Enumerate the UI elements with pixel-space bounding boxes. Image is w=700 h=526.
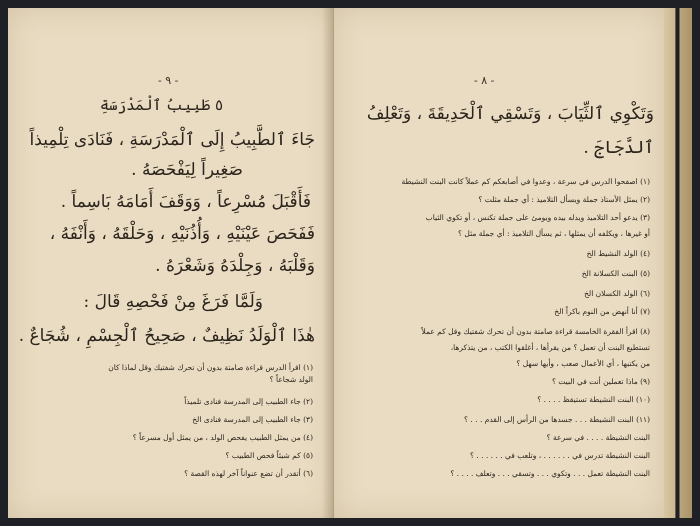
right-page-number: - ٨ - xyxy=(474,74,495,87)
left-exercise-4: (٤) من يمثل الطبيب يفحص الولد ، من يمثل أول مسرعاً ؟ xyxy=(132,433,313,442)
right-exercise-9: (٩) ماذا تعملين أنت في البيت ؟ xyxy=(551,377,650,386)
right-exercise-4: (٤) الولد النشيط الخ xyxy=(586,249,650,258)
left-exercise-3: (٣) جاء الطبيب إلى المدرسة فنادى الخ xyxy=(192,415,313,424)
right-page xyxy=(334,8,664,518)
right-exercise-11d: البنت النشيطة تعمل . . . وتكوي . . . وتسقي . . . وتعلف . . . . ؟ xyxy=(450,469,650,478)
left-exercise-2: (٢) جاء الطبيب إلى المدرسة فنادى تلميذاً xyxy=(184,397,313,406)
book-page-edges xyxy=(664,8,692,518)
right-text-line-1: وَتَكْوِي ٱلثِّيَابَ ، وَتَسْقِي ٱلْحَدِيقَةَ ، وَتَعْلِفُ xyxy=(366,104,654,124)
right-exercise-6: (٦) الولد الكسلان الخ xyxy=(584,289,650,298)
right-exercise-11: (١١) البنت النشيطة . . . جسدها من الرأس إلى القدم . . . ؟ xyxy=(464,415,650,424)
left-text-line-5: وَقَلْبَهُ ، وَجِلْدَهُ وَشَعْرَهُ . xyxy=(155,256,315,276)
left-text-line-6: وَلَمَّا فَرَغَ مِنْ فَحْصِهِ قَالَ : xyxy=(83,292,263,312)
right-exercise-11b: البنت النشيطة . . . . في سرعة ؟ xyxy=(546,433,650,442)
left-exercise-5: (٥) كم شيئاً فحص الطبيب ؟ xyxy=(225,451,313,460)
lesson-title: ٥ طَبِيبُ ٱلْمَدْرَسَةِ xyxy=(99,96,223,114)
right-exercise-11c: البنت النشيطة تدرس في . . . . . . ، وتلعب في . . . . . . ؟ xyxy=(470,451,650,460)
left-text-line-7: هٰذَا ٱلْوَلَدُ نَظِيفٌ ، صَحِيحُ ٱلْجِسْمِ ، شُجَاعٌ . xyxy=(18,326,315,346)
left-text-line-3: فَأَقْبَلَ مُسْرِعاً ، وَوَقَفَ أَمَامَهُ بَاسِماً . xyxy=(60,192,311,212)
left-exercise-1b: الولد شجاعاً ؟ xyxy=(269,375,313,384)
right-exercise-3: (٣) يدعو أحد التلاميذ ويدله بيده ويومئ على جملة تكنس ، أو تكوي الثياب xyxy=(425,213,650,222)
right-exercise-1: (١) اصفحوا الدرس في سرعة ، وعدوا في أصابعكم كم عملاً كانت البنت النشيطة xyxy=(401,177,650,186)
left-page xyxy=(8,8,334,518)
left-exercise-6: (٦) أتقدر أن تضع عنواناً آخر لهذه القصة ؟ xyxy=(184,469,313,478)
right-text-line-2: ٱلدَّجَاجَ . xyxy=(583,138,654,158)
left-page-number: - ٩ - xyxy=(158,74,179,87)
left-text-line-2: صَغِيراً لِيَفْحَصَهُ . xyxy=(131,160,243,180)
right-exercise-5: (٥) البنت الكسلانة الخ xyxy=(581,269,650,278)
left-text-line-1: جَاءَ ٱلطَّبِيبُ إِلَى ٱلْمَدْرَسَةِ ، فَنَادَى تِلْمِيذاً xyxy=(29,130,315,150)
right-exercise-7: (٧) أنا أنهض من النوم باكراً الخ xyxy=(554,307,650,316)
right-exercise-8b: تستطيع البنت أن تعمل ؟ من يقرأها ، أغلقوا الكتب ، من يتذكرها، xyxy=(450,343,650,352)
left-text-line-4: فَفَحَصَ عَيْنَيْهِ ، وَأُذُنَيْهِ ، وَحَلْقَهُ ، وَأَنْفَهُ ، xyxy=(49,224,315,244)
right-exercise-8c: من يكتبها ، أي الأعمال صعب ، وأيها سهل ؟ xyxy=(516,359,650,368)
left-exercise-1: (١) اقرأ الدرس قراءة صامتة بدون أن تحرك شفتيك وقل لماذا كان xyxy=(108,363,313,372)
right-exercise-3b: أو غيرها ، ويكلفه أن يمثلها ، ثم يسأل التلاميذ : أي جملة مثل ؟ xyxy=(458,229,650,238)
right-exercise-10: (١٠) البنت النشيطة تستيقظ . . . . ؟ xyxy=(537,395,650,404)
right-exercise-8: (٨) اقرأ الفقرة الخامسة قراءة صامتة بدون أن تحرك شفتيك وقل كم عملاً xyxy=(421,327,650,336)
right-exercise-2: (٢) يمثل الأستاذ جملة ويسأل التلاميذ : أي جملة مثلت ؟ xyxy=(478,195,650,204)
